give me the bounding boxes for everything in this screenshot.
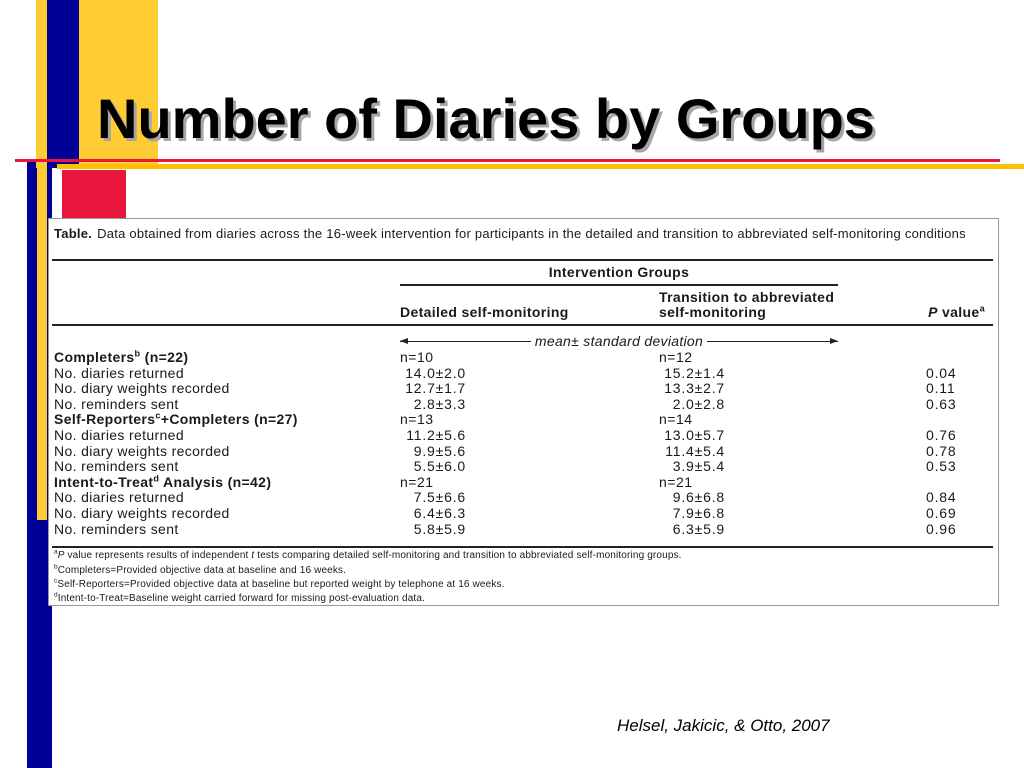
footnote-text: tests comparing detailed self-monitoring and transition to abbreviated self-monitoring groups. <box>254 550 682 561</box>
footnote-text: value represents results of independent <box>64 550 252 561</box>
detailed-value: 5.8±5.9 <box>413 520 466 537</box>
footnote-b <box>54 564 346 577</box>
red-title-rule <box>15 159 1000 162</box>
footnote-text: Intent-to-Treat=Baseline weight carried forward for missing post-evaluation data. <box>57 593 425 604</box>
row-label: No. diaries returned <box>54 427 184 443</box>
row-label: Completers$^b$ (n=22) <box>54 348 189 365</box>
p-value: 0.76 <box>926 427 957 443</box>
p-value: 0.11 <box>926 380 956 397</box>
footnote-marker: a <box>54 548 58 556</box>
transition-value: 11.4±5.4 <box>665 442 725 459</box>
p-symbol: P <box>57 550 65 561</box>
transition-value: n=21 <box>659 473 693 490</box>
column-header-p-value <box>928 305 985 320</box>
row-label: No. diary weights recorded <box>54 505 230 521</box>
footnote-text: Completers=Provided objective data at baseline and 16 weeks. <box>57 564 347 576</box>
table-row <box>49 489 998 505</box>
footnote-marker: c <box>54 577 58 585</box>
column-header-detailed: Detailed self-monitoring <box>400 304 569 320</box>
transition-value: n=12 <box>659 349 693 365</box>
detailed-value: 14.0±2.0 <box>405 364 466 381</box>
transition-value: 3.9±5.4 <box>672 458 725 475</box>
transition-value: 9.6±6.8 <box>672 489 725 506</box>
group-row <box>49 349 998 365</box>
footnote-marker: b <box>54 563 58 571</box>
intervention-groups-header: Intervention Groups <box>548 264 690 280</box>
footnote-marker: c <box>155 410 161 421</box>
table-row <box>49 380 998 396</box>
table-row <box>49 427 998 443</box>
transition-value: 2.0±2.8 <box>672 395 725 412</box>
slide-title: Number of Diaries by Groups <box>97 87 875 150</box>
transition-value: 7.9±6.8 <box>672 505 725 521</box>
table-row <box>49 521 998 537</box>
yellow-accent-strip <box>37 168 47 520</box>
row-label: No. diary weights recorded <box>54 442 230 459</box>
right-arrow-icon <box>707 341 838 342</box>
detailed-value: 2.8±3.3 <box>413 395 466 412</box>
footnote-d <box>54 592 425 605</box>
citation: Helsel, Jakicic, & Otto, 2007 <box>617 716 830 735</box>
p-value: 0.78 <box>926 442 957 459</box>
orange-title-rule <box>57 164 1024 169</box>
footnote-c <box>54 578 505 591</box>
row-label: No. reminders sent <box>54 395 179 412</box>
footnote-text: Self-Reporters=Provided objective data at baseline but reported weight by telephone at 16 weeks. <box>57 579 505 590</box>
detailed-value: 9.9±5.6 <box>413 442 466 459</box>
row-label: No. diary weights recorded <box>54 380 230 397</box>
p-value-text: value <box>937 304 980 320</box>
row-label: No. diaries returned <box>54 364 184 381</box>
transition-value: 13.0±5.7 <box>664 427 725 443</box>
detailed-value: 12.7±1.7 <box>405 380 466 397</box>
header-bottom-rule <box>52 324 993 326</box>
unit-note <box>400 333 838 349</box>
p-value: 0.69 <box>926 505 957 521</box>
row-label: No. reminders sent <box>54 458 179 475</box>
transition-value: 13.3±2.7 <box>664 380 725 397</box>
blue-top-bar <box>47 0 79 168</box>
group-row <box>49 474 998 490</box>
detailed-value: 11.2±5.6 <box>406 427 466 443</box>
table-row <box>49 458 998 474</box>
footnote-marker: a <box>979 303 985 314</box>
caption-label: Table. <box>54 226 93 241</box>
table-bottom-rule <box>52 546 993 548</box>
transition-value: 15.2±1.4 <box>664 364 725 381</box>
p-value: 0.96 <box>926 520 957 537</box>
footnote-a <box>54 549 682 562</box>
column-header-transition: Transition to abbreviated self-monitoring <box>659 289 835 320</box>
row-label: Self-Reporters$^c$+Completers (n=27) <box>54 410 298 428</box>
transition-value: n=14 <box>659 411 693 428</box>
p-value: 0.53 <box>926 458 957 475</box>
table-row <box>49 365 998 381</box>
table-top-rule <box>52 259 993 261</box>
p-symbol: P <box>928 304 938 320</box>
caption-text: Data obtained from diaries across the 16-week intervention for participants in the detailed and transition to abbreviated self-monitoring conditions <box>97 226 966 241</box>
footnote-marker: d <box>153 473 160 484</box>
group-header-rule <box>400 284 838 286</box>
unit-note-text: mean± standard deviation <box>534 333 704 349</box>
red-accent-square <box>62 170 126 220</box>
group-row <box>49 411 998 427</box>
p-value: 0.04 <box>926 364 957 381</box>
data-table <box>48 218 999 606</box>
p-value: 0.63 <box>926 395 957 412</box>
footnote-marker: d <box>54 591 58 599</box>
footnote-marker: b <box>134 348 141 359</box>
table-row <box>49 443 998 459</box>
row-label: No. diaries returned <box>54 489 184 506</box>
table-row <box>49 505 998 521</box>
table-row <box>49 396 998 412</box>
p-value: 0.84 <box>926 489 957 506</box>
row-label: No. reminders sent <box>54 520 179 537</box>
detailed-value: 6.4±6.3 <box>413 505 466 521</box>
detailed-value: 7.5±6.6 <box>413 489 466 506</box>
row-label: Intent-to-Treat$^d$ Analysis (n=42) <box>54 473 272 490</box>
detailed-value: 5.5±6.0 <box>413 458 466 475</box>
table-caption <box>54 226 989 241</box>
detailed-value: n=13 <box>400 411 434 428</box>
detailed-value: n=10 <box>400 349 434 365</box>
detailed-value: n=21 <box>400 473 434 490</box>
t-symbol: t <box>251 550 255 561</box>
transition-value: 6.3±5.9 <box>672 520 725 537</box>
left-arrow-icon <box>400 341 531 342</box>
